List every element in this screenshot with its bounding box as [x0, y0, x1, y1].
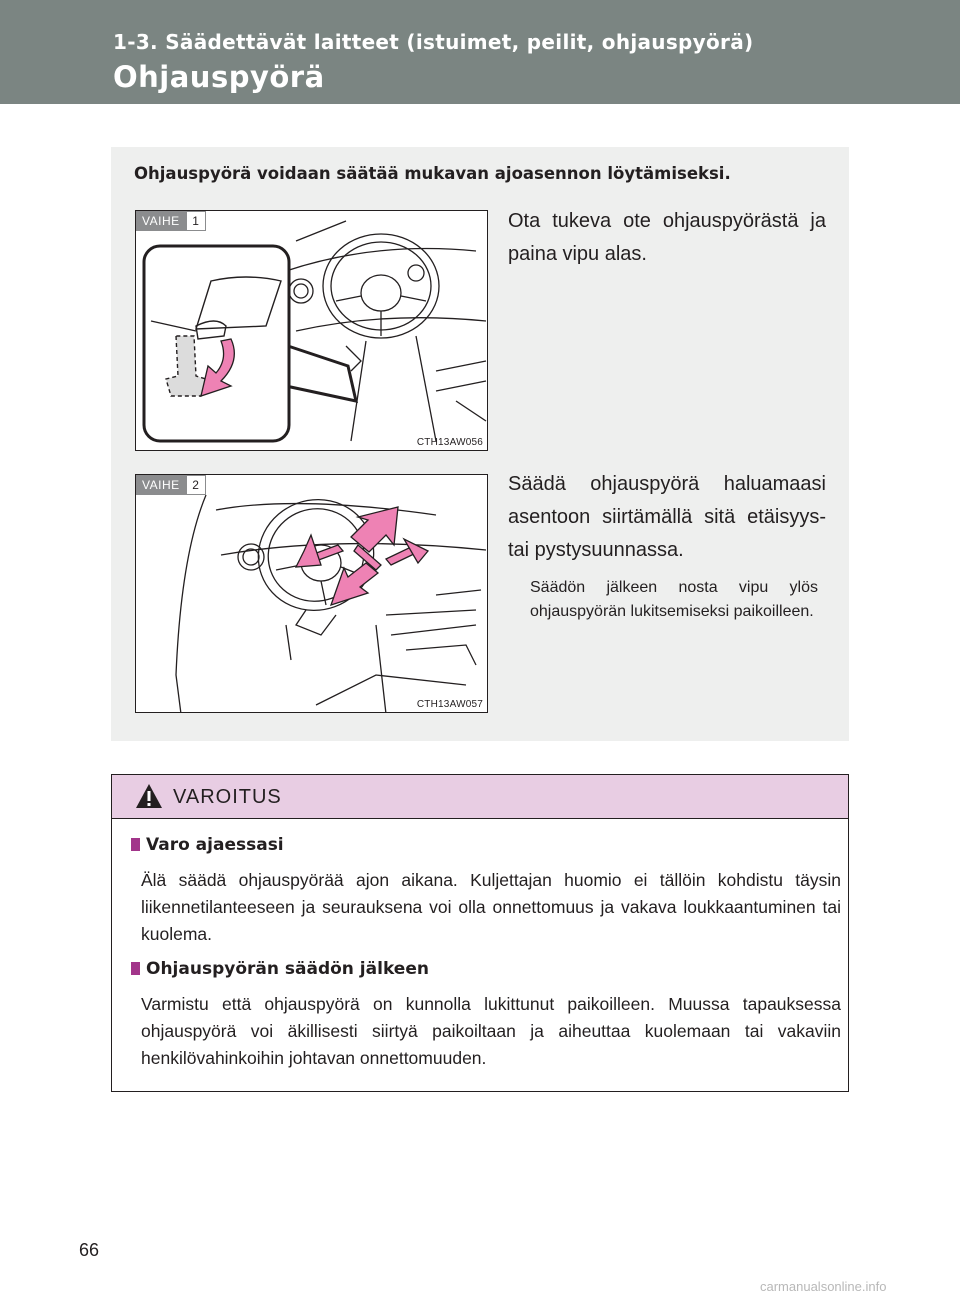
warning-item-body: Varmistu että ohjauspyörä on kunnolla lukittunut paikoilleen. Muussa tapauksessa ohjauspyörä voi äkillisesti siirtyä paikoiltaan ja aiheuttaa kuolemaan tai vakaviin henkilövahinkoihin johtavan onnettomuuden. [141, 994, 841, 1068]
page-header [0, 0, 960, 104]
watermark: carmanualsonline.info [760, 1279, 887, 1294]
bullet-square-icon [131, 962, 140, 975]
page-title: Ohjauspyörä [113, 60, 325, 94]
step-1-illustration [135, 210, 488, 451]
page-number: 66 [79, 1240, 100, 1260]
warning-title: VAROITUS [173, 786, 282, 808]
warning-triangle-icon [135, 783, 163, 809]
step-1-badge [136, 211, 206, 231]
steering-adjust-drawing [136, 475, 488, 713]
warning-item-heading: Varo ajaessasi [131, 835, 284, 855]
step-1-text: Ota tukeva ote ohjauspyörästä ja paina vipu alas. [508, 210, 826, 265]
step-2-note: Säädön jälkeen nosta vipu ylös ohjauspyörän lukitsemiseksi paikoilleen. [530, 579, 818, 620]
warning-header [112, 775, 848, 819]
step-2-badge [136, 475, 206, 495]
warning-item-heading: Ohjauspyörän säädön jälkeen [131, 959, 429, 979]
step-number: 2 [186, 475, 206, 495]
step-2-illustration [135, 474, 488, 713]
warning-box [111, 774, 849, 1092]
figure-code: CTH13AW056 [416, 437, 483, 448]
figure-code: CTH13AW057 [416, 699, 483, 710]
step-2-text: Säädä ohjauspyörä haluamaasi asentoon siirtämällä sitä etäisyys- tai pystysuunnassa. [508, 473, 826, 561]
bullet-square-icon [131, 838, 140, 851]
intro-text: Ohjauspyörä voidaan säätää mukavan ajoasennon löytämiseksi. [134, 164, 731, 183]
step-label: VAIHE [136, 211, 186, 231]
warning-item-body: Älä säädä ohjauspyörää ajon aikana. Kuljettajan huomio ei tällöin kohdistu täysin liikennetilanteeseen ja seurauksena voi olla onnettomuus ja vakava loukkaantuminen tai kuolema. [141, 870, 841, 944]
steering-lever-drawing [136, 211, 488, 451]
section-heading: 1-3. Säädettävät laitteet (istuimet, peilit, ohjauspyörä) [113, 30, 754, 54]
step-label: VAIHE [136, 475, 186, 495]
step-number: 1 [186, 211, 206, 231]
